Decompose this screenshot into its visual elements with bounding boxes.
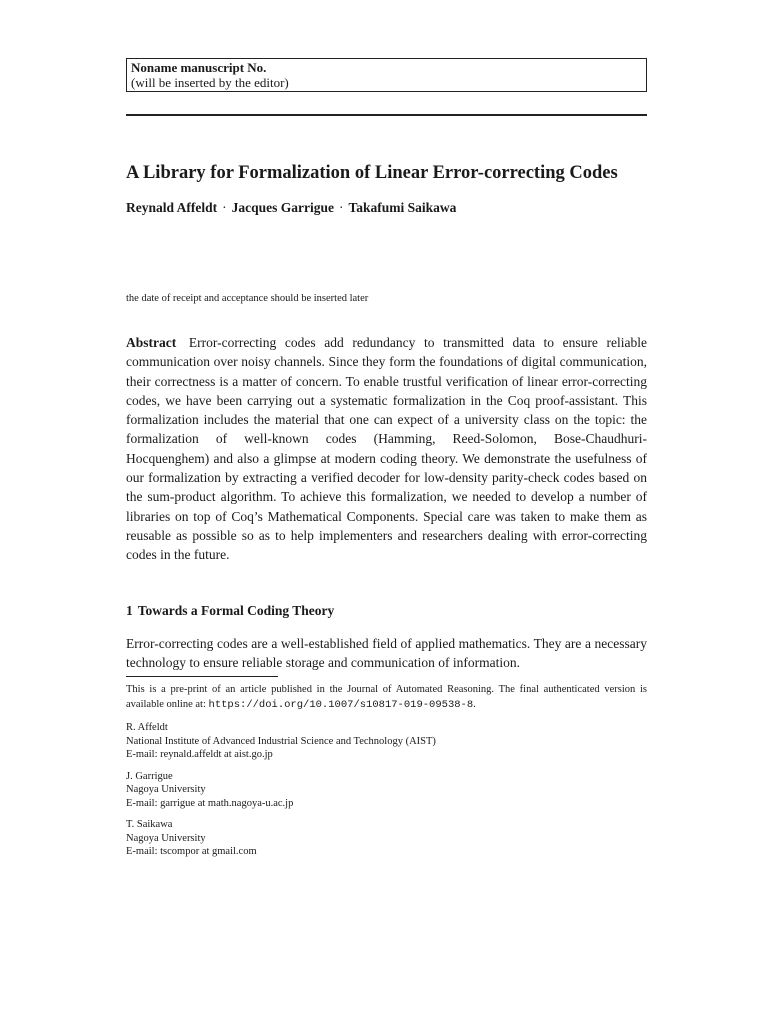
- manuscript-number: Noname manuscript No.: [131, 60, 267, 75]
- doi-link[interactable]: https://doi.org/10.1007/s10817-019-09538-8: [208, 699, 474, 712]
- manuscript-editor-note: (will be inserted by the editor): [131, 75, 289, 90]
- section-heading: [126, 602, 647, 619]
- received-note: the date of receipt and acceptance should be inserted later: [126, 293, 369, 304]
- footnote: [126, 682, 647, 713]
- author-name: Jacques Garrigue: [231, 200, 334, 215]
- header-rule: [126, 114, 647, 116]
- affiliation-name: J. Garrigue: [126, 770, 173, 782]
- affiliation-name: T. Saikawa: [126, 819, 173, 831]
- abstract-label: Abstract: [126, 335, 177, 350]
- author-name: Reynald Affeldt: [126, 200, 218, 215]
- abstract-text: Error-correcting codes add redundancy to transmitted data to ensure reliable communication over noisy channels. Since they form the foundations of digital communication, their correctness is a matter of concern. To enable trustful verification of linear error-correcting codes, we have been carrying out a systematic formalization in the Coq proof-assistant. This formalization includes the material that one can expect of a university class on the topic: the formalization of well-known codes (Hamming, Reed-Solomon, Bose-Chaudhuri-Hocquenghem) and also a glimpse at modern coding theory. We demonstrate the usefulness of our formalization by extracting a verified decoder for low-density parity-check codes based on the sum-product algorithm. To achieve this formalization, we needed to develop a number of libraries on top of Coq’s Mathematical Components. Special care was taken to make them as reusable as possible so as to help implementers and researchers dealing with error-correcting codes in the future.: [126, 335, 648, 563]
- affiliation-institution: Nagoya University: [126, 784, 206, 796]
- paper-page: [126, 58, 647, 859]
- section-number: 1: [126, 602, 133, 618]
- section-title: Towards a Formal Coding Theory: [137, 602, 335, 618]
- footnote-end: .: [473, 699, 476, 711]
- section-body: Error-correcting codes are a well-established field of applied mathematics. They are a necessary technology to ensure reliable storage and communication of information.: [126, 635, 647, 670]
- affiliation-email: E-mail: garrigue at math.nagoya-u.ac.jp: [126, 797, 294, 809]
- author-list: [126, 199, 466, 216]
- affiliation-institution: National Institute of Advanced Industrial Science and Technology (AIST): [126, 735, 436, 747]
- footnote-text: This is a pre-print of an article published in the Journal of Automated Reasoning. The final authenticated version is available online at:: [126, 684, 647, 711]
- paper-title: A Library for Formalization of Linear Error-correcting Codes: [126, 163, 618, 183]
- footnote-rule: [126, 676, 278, 677]
- affiliation-email: E-mail: tscompor at gmail.com: [126, 846, 257, 858]
- manuscript-box: [126, 58, 647, 92]
- author-separator: ·: [222, 200, 227, 215]
- affiliation-email: E-mail: reynald.affeldt at aist.go.jp: [126, 749, 273, 761]
- affiliation-block: [126, 770, 647, 811]
- author-separator: ·: [339, 200, 344, 215]
- author-name: Takafumi Saikawa: [348, 200, 457, 215]
- affiliation-name: R. Affeldt: [126, 722, 168, 734]
- affiliation-institution: Nagoya University: [126, 832, 206, 844]
- affiliation-block: [126, 721, 647, 762]
- abstract: [126, 333, 647, 565]
- affiliation-block: [126, 818, 647, 859]
